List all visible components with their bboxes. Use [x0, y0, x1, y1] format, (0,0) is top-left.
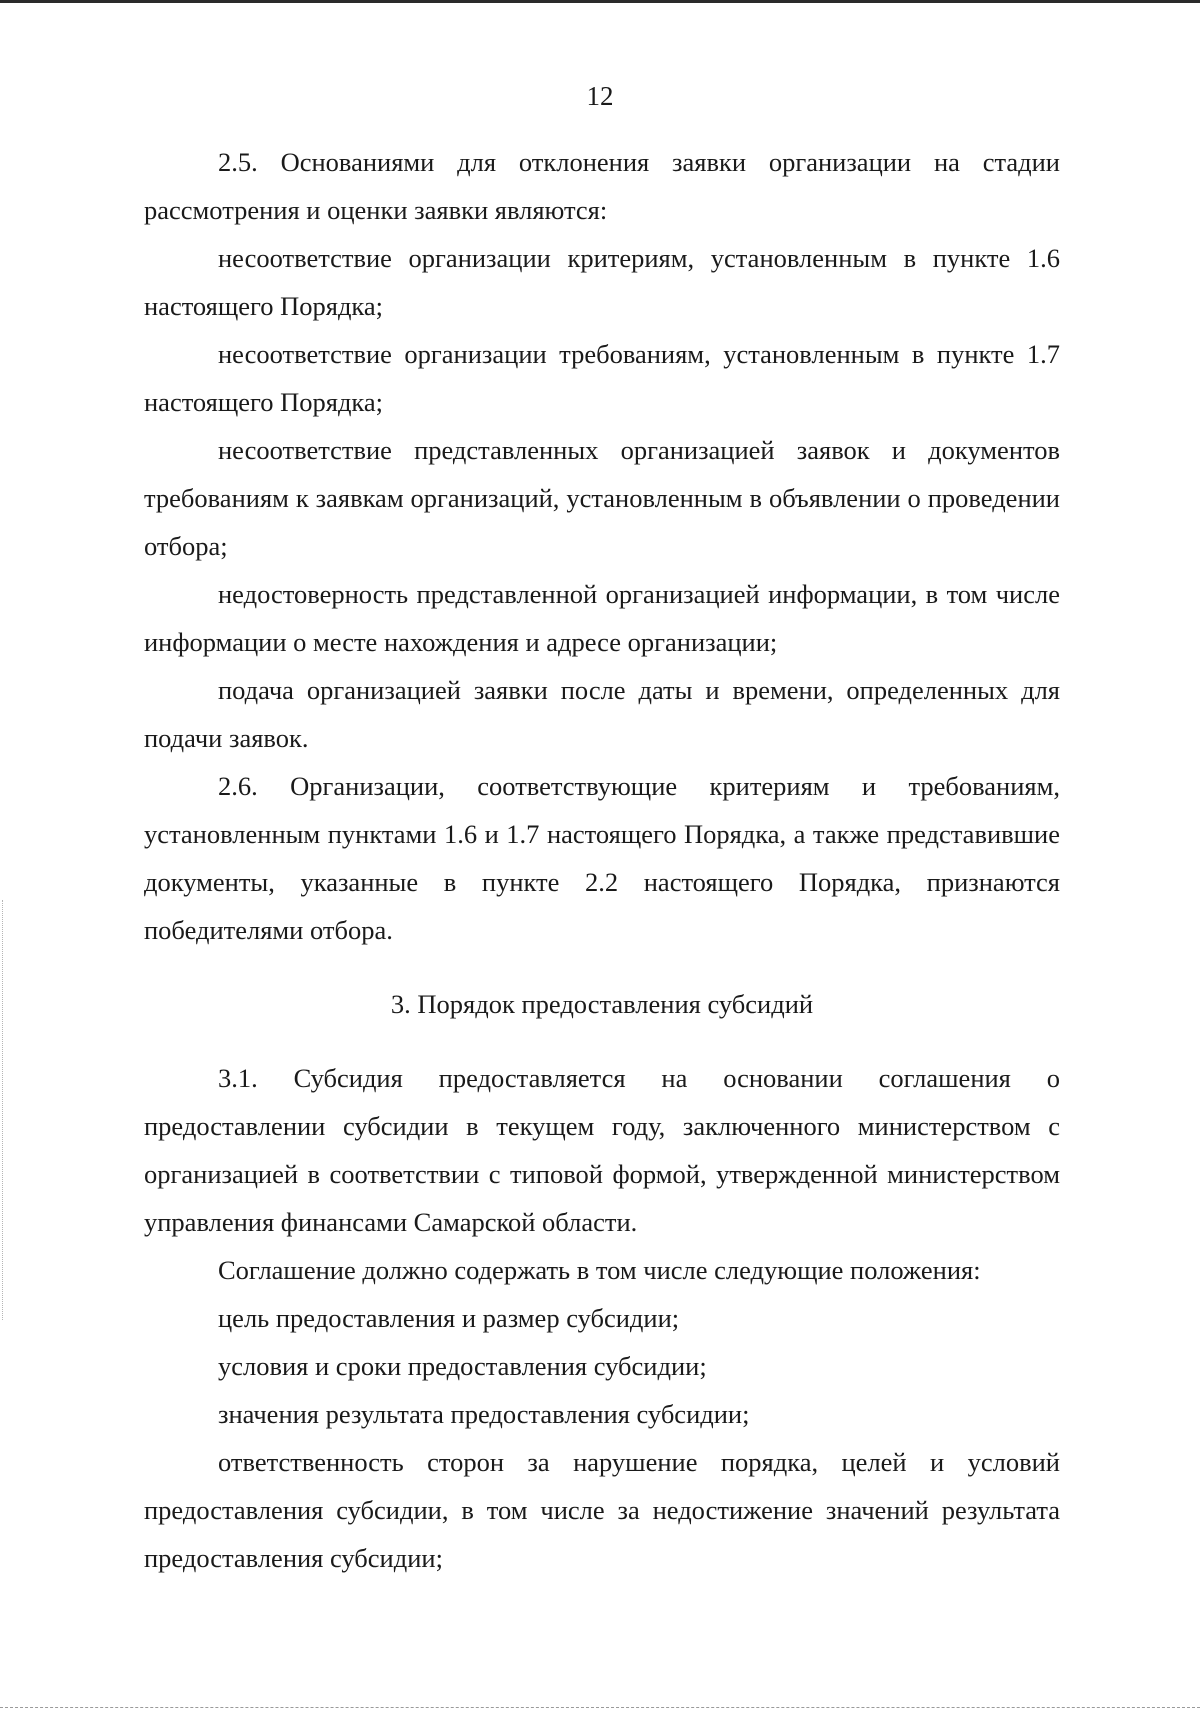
paragraph-2-5-item-2: несоответствие организации требованиям, установленным в пункте 1.7 настоящего Порядка;: [144, 339, 1060, 417]
agreement-intro: Соглашение должно содержать в том числе следующие положения:: [218, 1255, 981, 1285]
agreement-item-1: цель предоставления и размер субсидии;: [218, 1303, 680, 1333]
agreement-item-3: значения результата предоставления субсидии;: [218, 1399, 750, 1429]
section-3-heading: 3. Порядок предоставления субсидий: [390, 989, 814, 1019]
paragraph-2-5-item-5: подача организацией заявки после даты и времени, определенных для подачи заявок.: [144, 675, 1060, 753]
document-body: [144, 138, 1060, 1582]
page-number: 12: [586, 81, 614, 111]
paragraph-2-5-item-3: несоответствие представленных организацией заявок и документов требованиям к заявкам организаций, установленным в объявлении о проведении отбора;: [144, 435, 1060, 561]
scan-bottom-border: [0, 1707, 1200, 1708]
paragraph-2-5-item-4: недостоверность представленной организацией информации, в том числе информации о месте нахождения и адресе организации;: [144, 579, 1060, 657]
paragraph-3-1: 3.1. Субсидия предоставляется на основании соглашения о предоставлении субсидии в текущем году, заключенного министерством с организацией в соответствии с типовой формой, утвержденной министерством управления финансами Самарской области.: [144, 1063, 1060, 1237]
paragraph-2-5-item-1: несоответствие организации критериям, установленным в пункте 1.6 настоящего Порядка;: [144, 243, 1060, 321]
agreement-item-2: условия и сроки предоставления субсидии;: [218, 1351, 707, 1381]
agreement-item-4: ответственность сторон за нарушение порядка, целей и условий предоставления субсидии, в том числе за недостижение значений результата предоставления субсидии;: [144, 1447, 1060, 1573]
scan-top-border: [0, 0, 1200, 3]
paragraph-2-6: 2.6. Организации, соответствующие критериям и требованиям, установленным пунктами 1.6 и 1.7 настоящего Порядка, а также представившие документы, указанные в пункте 2.2 настоящего Порядка, признаются победителями отбора.: [144, 771, 1060, 945]
scan-left-edge: [2, 900, 3, 1320]
paragraph-2-5-intro: 2.5. Основаниями для отклонения заявки организации на стадии рассмотрения и оценки заявки являются:: [144, 147, 1060, 225]
